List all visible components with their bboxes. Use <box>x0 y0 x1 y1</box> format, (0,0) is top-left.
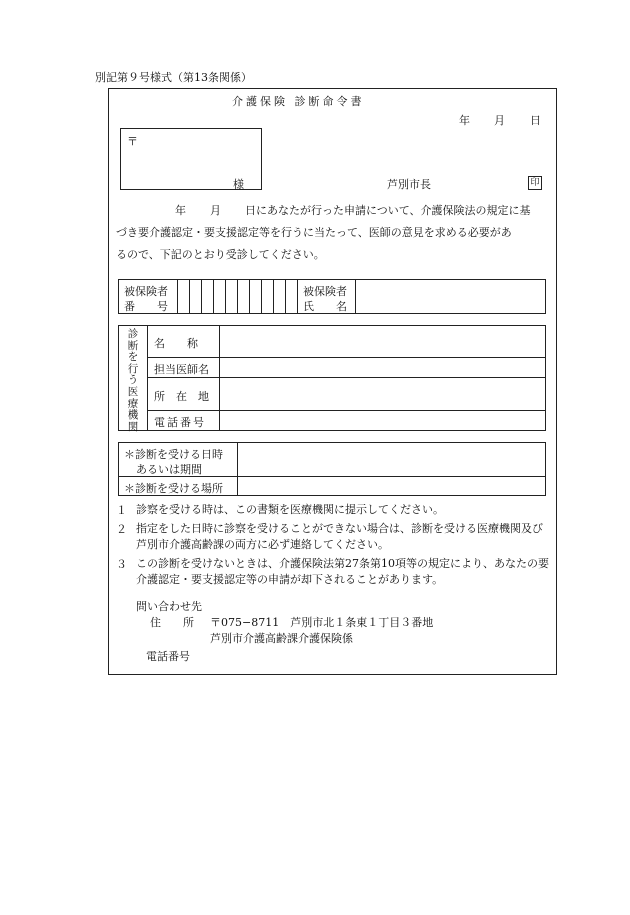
date-day: 日 <box>530 114 541 127</box>
note-2-number: ２ <box>116 523 127 536</box>
place-label: ＊診断を受ける場所 <box>124 482 223 495</box>
datetime-label-2: あるいは期間 <box>136 463 202 476</box>
number-cell-divider <box>213 279 214 314</box>
number-cell-divider <box>237 279 238 314</box>
doctor-name-label: 担当医師名 <box>154 363 209 376</box>
insured-name-label-2: 氏 名 <box>303 300 347 313</box>
recipient-sama: 様 <box>233 178 244 191</box>
note-1-text: 診察を受ける時は、この書類を医療機関に提示してください。 <box>136 503 444 516</box>
postal-mark: 〒 <box>127 135 138 148</box>
body-month: 月 <box>210 204 221 217</box>
number-cell-divider <box>189 279 190 314</box>
number-cell-divider <box>177 279 178 314</box>
note-1-number: １ <box>116 504 127 517</box>
issuer-name: 芦別市長 <box>387 178 431 191</box>
location-label: 所 在 地 <box>154 390 209 403</box>
institution-name-label: 名 称 <box>154 337 198 350</box>
phone-number-label: 電話番号 <box>154 416 206 429</box>
insured-name-label-1: 被保険者 <box>303 285 347 298</box>
contact-phone-label: 電話番号 <box>146 650 190 663</box>
number-cell-divider <box>249 279 250 314</box>
seal-mark: 印 <box>528 176 542 190</box>
number-cell-divider <box>201 279 202 314</box>
number-cell-divider <box>261 279 262 314</box>
body-line1: 日にあなたが行った申請について、介護保険法の規定に基 <box>245 204 531 217</box>
insured-number-label-2: 番 号 <box>124 300 168 313</box>
date-year: 年 <box>459 114 470 127</box>
form-title: 介護保険 診断命令書 <box>232 95 365 108</box>
body-year: 年 <box>175 204 186 217</box>
contact-address: 〒075−8711 芦別市北１条東１丁目３番地 <box>210 616 434 629</box>
body-line2: づき要介護認定・要支援認定等を行うに当たって、医師の意見を求める必要があ <box>116 226 512 239</box>
note-2-text: 指定をした日時に診察を受けることができない場合は、診断を受ける医療機関及び芦別市介護高齢課の両方に必ず連絡してください。 <box>136 522 543 551</box>
number-cell-divider <box>273 279 274 314</box>
date-month: 月 <box>494 114 505 127</box>
datetime-label-1: ＊診断を受ける日時 <box>124 448 223 461</box>
note-3-number: ３ <box>116 558 127 571</box>
number-cell-divider <box>225 279 226 314</box>
institution-side-label: 診断を行う医療機関 <box>127 328 139 433</box>
insured-number-label-1: 被保険者 <box>124 285 168 298</box>
contact-department: 芦別市介護高齢課介護保険係 <box>210 632 353 645</box>
note-3-text: この診断を受けないときは、介護保険法第27条第10項等の規定により、あなたの要介護認定・要支援認定等の申請が却下されることがあります。 <box>136 557 549 586</box>
contact-address-label: 住 所 <box>150 616 194 629</box>
body-line3: るので、下記のとおり受診してください。 <box>116 248 325 261</box>
form-header: 別記第９号様式（第13条関係） <box>95 71 252 84</box>
contact-heading: 問い合わせ先 <box>136 600 202 613</box>
number-cell-divider <box>285 279 286 314</box>
